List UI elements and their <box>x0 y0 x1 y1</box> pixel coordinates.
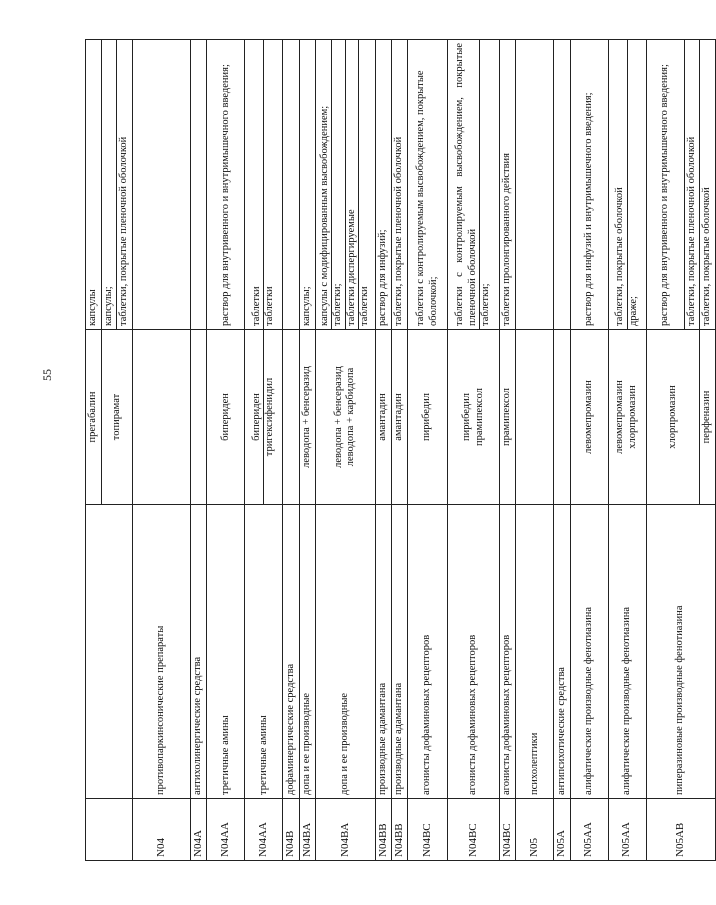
cell-form: таблетки с контролируемым высвобождением, покрытые пленочной оболочкой <box>454 43 478 326</box>
cell-group: психолептики <box>516 505 554 799</box>
cell-group: третичные амины <box>207 505 245 799</box>
cell-code: N04AA <box>245 799 283 861</box>
cell-code: N04BB <box>391 799 407 861</box>
cell-form <box>191 40 207 330</box>
cell-drug <box>516 330 554 505</box>
cell-drug: амантадин <box>375 330 391 505</box>
cell-code: N04A <box>191 799 207 861</box>
cell-drug: перфеназин <box>700 330 716 505</box>
cell-drug: пирибедил <box>408 330 448 505</box>
cell-drug-group <box>608 330 646 505</box>
cell-drug: прегабалин <box>86 330 102 505</box>
cell-group: противопаркинсонические препараты <box>133 505 191 799</box>
page-number: 55 <box>40 369 54 381</box>
cell-group: алифатические производные фенотиазина <box>570 505 608 799</box>
cell-group: дофаминергические средства <box>283 505 299 799</box>
table-row <box>315 40 375 861</box>
cell-form: таблетки, покрытые пленочной оболочкой <box>684 40 700 330</box>
cell-drug: пирибедил <box>461 392 473 442</box>
cell-drug: амантадин <box>391 330 407 505</box>
cell-code-continued <box>86 799 133 861</box>
table-row <box>299 40 315 861</box>
cell-group: антихолинергические средства <box>191 505 207 799</box>
cell-form: таблетки, покрытые оболочкой <box>613 187 625 326</box>
cell-form: таблетки пролонгированного действия <box>500 40 516 330</box>
cell-drug-group <box>315 330 375 505</box>
cell-code: N05AA <box>608 799 646 861</box>
cell-drug: леводопа + бенсеразид <box>299 330 315 505</box>
cell-form: таблетки <box>263 40 277 329</box>
cell-form: раствор для инфузий и внутримышечного введения; <box>570 40 608 330</box>
cell-drug <box>554 330 570 505</box>
cell-code: N04AA <box>207 799 245 861</box>
table-row <box>408 40 448 861</box>
cell-group: агонисты дофаминовых рецепторов <box>448 505 500 799</box>
table-row <box>500 40 516 861</box>
cell-form-stack <box>448 40 500 330</box>
cell-code: N04BA <box>299 799 315 861</box>
table-row <box>207 40 245 861</box>
cell-drug: хлорпромазин <box>627 385 638 449</box>
cell-form-stack <box>245 40 283 330</box>
table-row <box>133 40 191 861</box>
cell-form: капсулы; <box>101 40 117 330</box>
cell-form: раствор для внутривенного и внутримышечного введения; <box>207 40 245 330</box>
cell-group-continued <box>86 505 133 799</box>
table-row <box>375 40 391 861</box>
cell-form <box>283 40 299 330</box>
cell-drug: левомепромазин <box>570 330 608 505</box>
cell-form: драже; <box>627 40 641 329</box>
cell-drug: леводопа + карбидопа <box>345 367 357 467</box>
cell-group: антипсихотические средства <box>554 505 570 799</box>
cell-form: таблетки, покрытые пленочной оболочкой <box>391 40 407 330</box>
cell-form: таблетки <box>250 286 262 326</box>
cell-drug: тригексифенидил <box>263 330 277 504</box>
cell-drug-stack <box>245 330 283 505</box>
cell-drug: хлорпромазин <box>646 330 700 505</box>
table-row <box>191 40 207 861</box>
table-row <box>570 40 608 861</box>
cell-group: алифатические производные фенотиазина <box>608 505 646 799</box>
cell-code: N04BC <box>448 799 500 861</box>
table-row <box>608 40 646 861</box>
cell-group: агонисты дофаминовых рецепторов <box>408 505 448 799</box>
cell-drug: прамипексол <box>473 388 485 446</box>
cell-form <box>133 40 191 330</box>
cell-group: допа и ее производные <box>299 505 315 799</box>
cell-form: капсулы; <box>299 40 315 330</box>
cell-form-stack <box>608 40 646 330</box>
cell-form-stack <box>315 40 375 330</box>
table-row <box>516 40 554 861</box>
cell-form: таблетки, покрытые оболочкой <box>700 40 716 330</box>
cell-drug: бипериден <box>207 330 245 505</box>
cell-code: N04BA <box>315 799 375 861</box>
table-row <box>391 40 407 861</box>
table-row <box>448 40 500 861</box>
cell-code: N05 <box>516 799 554 861</box>
cell-form: таблетки <box>358 40 372 329</box>
cell-drug: леводопа + бенсеразид <box>332 366 344 468</box>
cell-form <box>516 40 554 330</box>
cell-group: допа и ее производные <box>315 505 375 799</box>
cell-form: таблетки с контролируемым высвобождением, покрытые оболочкой; <box>408 40 448 330</box>
cell-drug: левомепромазин <box>614 380 626 454</box>
cell-form: капсулы <box>86 40 102 330</box>
table-row <box>86 40 102 861</box>
cell-group: третичные амины <box>245 505 283 799</box>
cell-code: N04BB <box>375 799 391 861</box>
cell-form: капсулы с модифицированным высвобождением; <box>318 105 330 326</box>
cell-drug: бипериден <box>250 393 262 441</box>
table-row <box>283 40 299 861</box>
cell-form: таблетки; <box>479 40 493 329</box>
cell-drug: прамипексол <box>500 330 516 505</box>
table-row <box>245 40 283 861</box>
rotated-table <box>85 40 713 861</box>
cell-code: N05AA <box>570 799 608 861</box>
cell-group: производные адамантана <box>375 505 391 799</box>
cell-form: раствор для внутривенного и внутримышечного введения; <box>646 40 684 330</box>
cell-code: N05AB <box>646 799 715 861</box>
cell-code: N04BC <box>500 799 516 861</box>
cell-code: N04 <box>133 799 191 861</box>
cell-group: производные адамантана <box>391 505 407 799</box>
cell-code: N04BC <box>408 799 448 861</box>
cell-drug-group <box>448 330 500 505</box>
table-row <box>646 40 684 861</box>
rotated-table-viewport <box>85 40 713 861</box>
cell-drug <box>133 330 191 505</box>
cell-code: N04B <box>283 799 299 861</box>
cell-group: пиперазиновые производные фенотиазина <box>646 505 715 799</box>
cell-form: таблетки; <box>331 40 345 329</box>
cell-code: N05A <box>554 799 570 861</box>
drug-table <box>85 39 716 861</box>
cell-form: таблетки диспергируемые <box>345 40 359 329</box>
cell-drug <box>283 330 299 505</box>
cell-drug: топирамат <box>101 330 133 505</box>
cell-form <box>554 40 570 330</box>
cell-form: раствор для инфузий; <box>375 40 391 330</box>
cell-group: агонисты дофаминовых рецепторов <box>500 505 516 799</box>
cell-drug <box>191 330 207 505</box>
cell-form: таблетки, покрытые пленочной оболочкой <box>117 40 133 330</box>
table-row <box>554 40 570 861</box>
